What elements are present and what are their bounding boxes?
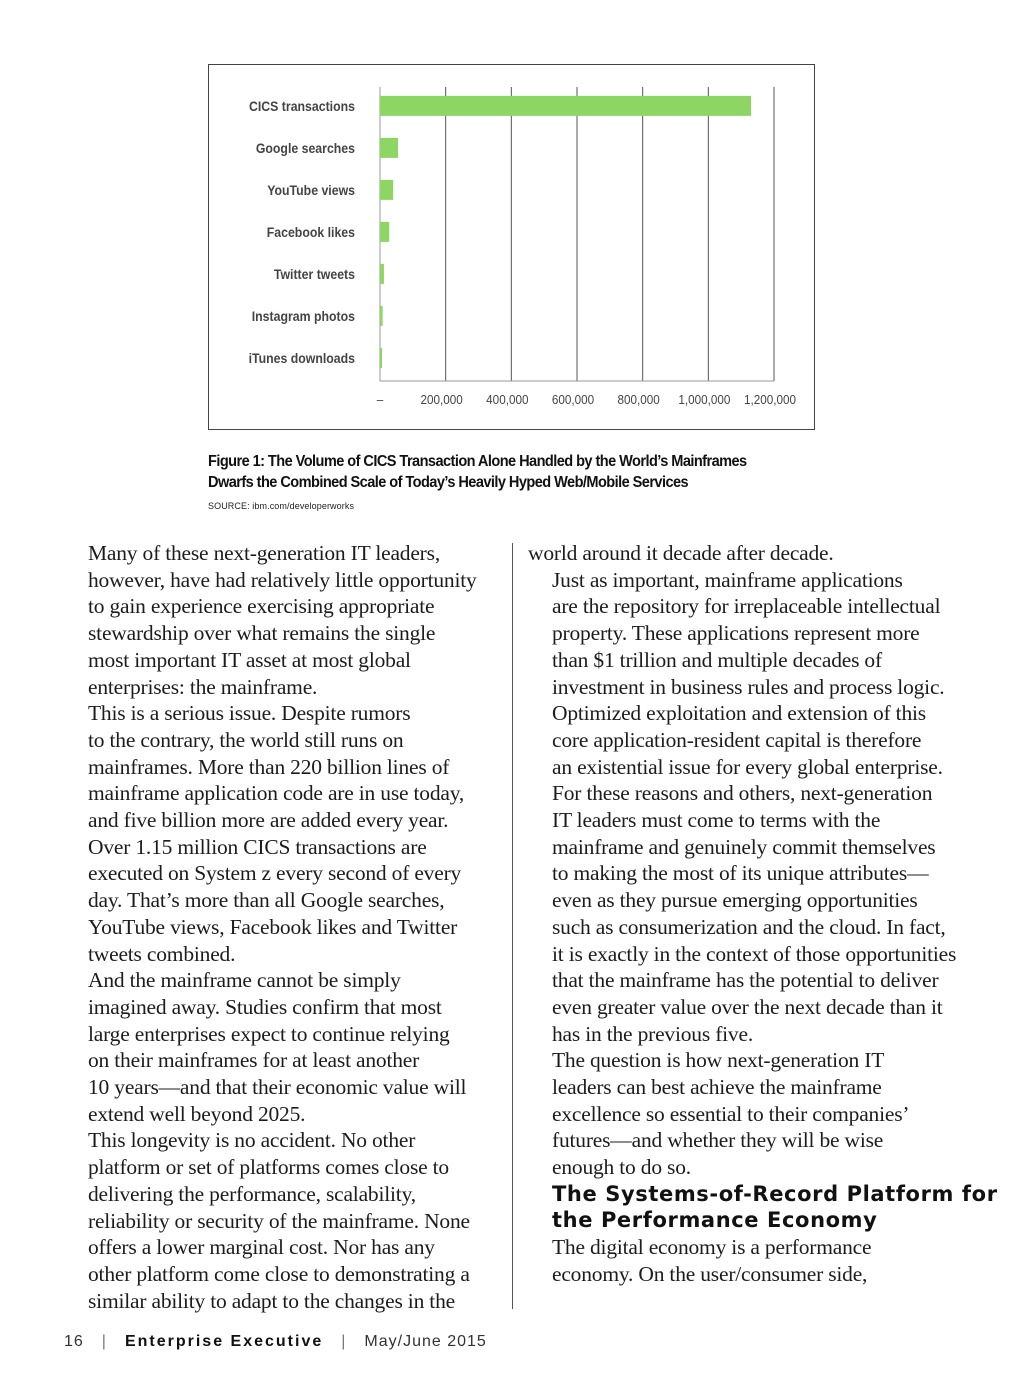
text-line: IT leaders must come to terms with the xyxy=(552,808,881,833)
text-line: are the repository for irreplaceable intellectual xyxy=(552,594,941,619)
issue-date: May/June 2015 xyxy=(364,1333,487,1350)
footer-separator: | xyxy=(341,1333,347,1350)
x-tick-label: 200,000 xyxy=(420,392,463,408)
page-number: 16 xyxy=(64,1333,84,1350)
text-line: The question is how next-generation IT xyxy=(552,1048,885,1073)
text-line: an existential issue for every global enterprise. xyxy=(552,754,943,779)
text-line: platform or set of platforms comes close to xyxy=(88,1155,449,1180)
text-line: than $1 trillion and multiple decades of xyxy=(552,647,882,672)
bar-chart-svg xyxy=(209,65,816,431)
figure-caption xyxy=(208,451,810,493)
bar xyxy=(380,348,382,368)
x-tick-label: 600,000 xyxy=(551,392,595,408)
bar xyxy=(380,180,393,200)
text-line: This is a serious issue. Despite rumors xyxy=(88,701,411,726)
text-line: The digital economy is a performance xyxy=(552,1234,872,1259)
bar xyxy=(380,96,751,116)
bar xyxy=(380,306,383,326)
text-line: day. That’s more than all Google searches, xyxy=(88,888,445,913)
text-line: that the mainframe has the potential to deliver xyxy=(552,968,939,993)
text-line: This longevity is no accident. No other xyxy=(88,1128,416,1153)
text-line: to gain experience exercising appropriate xyxy=(88,594,435,619)
text-line: large enterprises expect to continue relying xyxy=(88,1021,450,1046)
text-line: tweets combined. xyxy=(88,941,236,966)
right-column xyxy=(528,540,998,1287)
text-line: mainframes. More than 220 billion lines of xyxy=(88,754,450,779)
bar xyxy=(380,264,384,284)
text-line: even as they pursue emerging opportunities xyxy=(552,888,918,913)
category-label: Google searches xyxy=(255,140,355,157)
page-footer xyxy=(64,1333,487,1351)
text-line: such as consumerization and the cloud. In fact, xyxy=(552,914,946,939)
text-line: enterprises: the mainframe. xyxy=(88,674,318,699)
text-line: other platform come close to demonstrating a xyxy=(88,1261,470,1286)
category-label: CICS transactions xyxy=(248,98,355,115)
category-label: Twitter tweets xyxy=(273,266,355,283)
column-divider xyxy=(512,543,513,1309)
x-tick-label: 1,200,000 xyxy=(743,392,797,408)
text-line: enough to do so. xyxy=(552,1155,691,1180)
text-line: and five billion more are added every year. xyxy=(88,808,449,833)
text-line: executed on System z every second of every xyxy=(88,861,462,886)
x-tick-label: 400,000 xyxy=(486,392,529,408)
text-line: it is exactly in the context of those opportunities xyxy=(552,941,957,966)
text-line: reliability or security of the mainframe. None xyxy=(88,1208,470,1233)
text-line: the Performance Economy xyxy=(552,1208,878,1233)
text-line: offers a lower marginal cost. Nor has any xyxy=(88,1235,435,1260)
paragraph xyxy=(64,967,504,1127)
text-line: futures—and whether they will be wise xyxy=(552,1128,884,1153)
figure-caption-line-1: Figure 1: The Volume of CICS Transaction Alone Handled by the World’s Mainframes xyxy=(208,453,747,470)
text-line: core application-resident capital is therefore xyxy=(552,727,922,752)
text-line: economy. On the user/consumer side, xyxy=(552,1261,868,1286)
text-line: has in the previous five. xyxy=(552,1021,753,1046)
paragraph xyxy=(64,1127,504,1314)
text-line: Over 1.15 million CICS transactions are xyxy=(88,834,427,859)
text-line: The Systems-of-Record Platform for xyxy=(552,1181,998,1206)
bar xyxy=(380,222,389,242)
paragraph xyxy=(528,780,968,1047)
paragraph xyxy=(528,540,968,567)
paragraph xyxy=(64,700,504,967)
text-line: extend well beyond 2025. xyxy=(88,1101,306,1126)
figure-source: SOURCE: ibm.com/developerworks xyxy=(208,501,355,511)
text-line: investment in business rules and process logic. xyxy=(552,674,945,699)
text-line: stewardship over what remains the single xyxy=(88,621,436,646)
text-line: property. These applications represent more xyxy=(552,621,920,646)
footer-separator: | xyxy=(101,1333,107,1350)
text-line: world around it decade after decade. xyxy=(528,541,834,565)
figure-caption-line-2: Dwarfs the Combined Scale of Today’s Heavily Hyped Web/Mobile Services xyxy=(208,474,689,491)
paragraph xyxy=(528,1047,968,1181)
section-heading xyxy=(528,1181,998,1234)
paragraph xyxy=(64,540,504,700)
text-line: YouTube views, Facebook likes and Twitter xyxy=(88,914,458,939)
category-label: Facebook likes xyxy=(266,224,355,241)
paragraph xyxy=(528,567,968,781)
text-line: For these reasons and others, next-generation xyxy=(552,781,933,806)
paragraph xyxy=(528,1234,968,1287)
text-line: 10 years—and that their economic value will xyxy=(88,1075,467,1100)
text-line: And the mainframe cannot be simply xyxy=(88,968,401,993)
text-line: even greater value over the next decade than it xyxy=(552,994,943,1019)
x-tick-label: 800,000 xyxy=(617,392,660,408)
text-line: delivering the performance, scalability, xyxy=(88,1181,416,1206)
category-label: YouTube views xyxy=(267,182,355,199)
text-line: to the contrary, the world still runs on xyxy=(88,727,404,752)
text-line: similar ability to adapt to the changes in the xyxy=(88,1288,455,1313)
text-line: most important IT asset at most global xyxy=(88,647,411,672)
figure-1-chart xyxy=(208,64,815,430)
text-line: to making the most of its unique attributes— xyxy=(552,861,929,886)
text-line: excellence so essential to their companies’ xyxy=(552,1101,910,1126)
text-line: mainframe and genuinely commit themselves xyxy=(552,834,936,859)
magazine-name: Enterprise Executive xyxy=(124,1333,324,1350)
text-line: on their mainframes for at least another xyxy=(88,1048,420,1073)
text-line: Just as important, mainframe applications xyxy=(552,567,903,592)
text-line: leaders can best achieve the mainframe xyxy=(552,1075,882,1100)
bar xyxy=(380,138,398,158)
left-column xyxy=(64,540,504,1314)
text-line: mainframe application code are in use today, xyxy=(88,781,465,806)
text-line: Optimized exploitation and extension of this xyxy=(552,701,926,726)
text-line: however, have had relatively little opportunity xyxy=(88,567,477,592)
text-line: imagined away. Studies confirm that most xyxy=(88,994,442,1019)
category-label: Instagram photos xyxy=(251,308,355,325)
text-line: Many of these next-generation IT leaders, xyxy=(88,541,440,565)
category-label: iTunes downloads xyxy=(248,350,355,367)
x-tick-label: 1,000,000 xyxy=(678,392,731,408)
x-tick-label: – xyxy=(376,392,384,408)
